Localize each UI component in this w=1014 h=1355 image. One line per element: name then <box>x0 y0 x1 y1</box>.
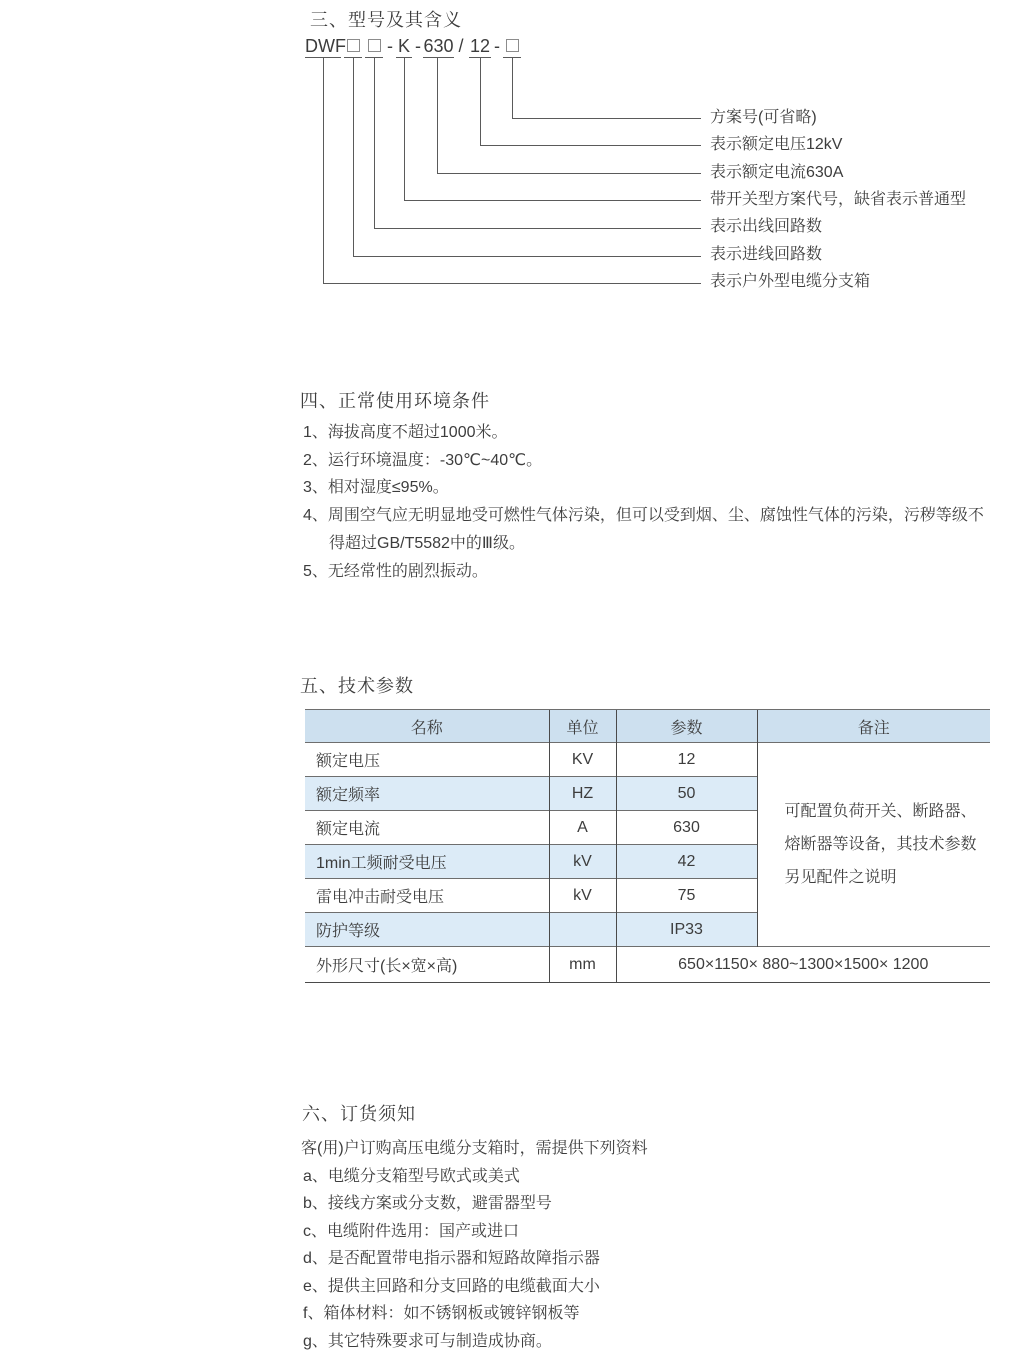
tech-params-table <box>305 709 990 983</box>
model-box-inlet <box>344 36 362 58</box>
table-header-row <box>305 710 990 743</box>
param-unit-cell: kV <box>549 845 616 879</box>
model-label-outdoor-box: 表示户外型电缆分支箱 <box>710 273 871 290</box>
section5-title: 五、技术参数 <box>300 676 414 696</box>
model-box-outlet <box>365 36 383 58</box>
model-label-voltage: 表示额定电压12kV <box>710 136 843 153</box>
header-value: 参数 <box>616 710 757 743</box>
section4-title: 四、正常使用环境条件 <box>300 391 490 411</box>
box-placeholder-icon <box>368 39 381 52</box>
param-value-cell: 75 <box>616 879 757 913</box>
param-name-cell: 外形尺寸(长×宽×高) <box>305 947 549 983</box>
order-item-d: d、是否配置带电指示器和短路故障指示器 <box>303 1250 600 1267</box>
model-prefix: DWF <box>305 36 346 56</box>
env-item-5: 5、无经常性的剧烈振动。 <box>303 563 488 580</box>
model-label-scheme: 方案号(可省略) <box>710 109 817 126</box>
header-remark: 备注 <box>757 710 990 743</box>
order-item-e: e、提供主回路和分支回路的电缆截面大小 <box>303 1278 600 1295</box>
param-name-cell: 额定电流 <box>305 811 549 845</box>
order-item-f: f、箱体材料：如不锈钢板或镀锌钢板等 <box>303 1305 580 1322</box>
param-name-cell: 额定电压 <box>305 743 549 777</box>
env-item-2: 2、运行环境温度：-30℃~40℃。 <box>303 452 543 469</box>
param-value-cell: 12 <box>616 743 757 777</box>
remark-cell: 可配置负荷开关、断路器、熔断器等设备，其技术参数另见配件之说明 <box>757 743 990 947</box>
model-connector-lines <box>305 57 705 289</box>
section6-title: 六、订货须知 <box>302 1104 416 1124</box>
param-value-cell: 42 <box>616 845 757 879</box>
box-placeholder-icon <box>506 39 519 52</box>
param-value-cell: 650×1150× 880~1300×1500× 1200 <box>616 947 990 983</box>
header-unit: 单位 <box>549 710 616 743</box>
param-unit-cell: A <box>549 811 616 845</box>
order-item-c: c、电缆附件选用：国产或进口 <box>303 1223 520 1240</box>
param-unit-cell: HZ <box>549 777 616 811</box>
model-slash: / <box>458 36 464 56</box>
model-label-current: 表示额定电流630A <box>710 164 844 181</box>
param-unit-cell <box>549 913 616 947</box>
order-item-a: a、电缆分支箱型号欧式或美式 <box>303 1168 520 1185</box>
model-voltage: 12 <box>469 36 491 56</box>
order-item-g: g、其它特殊要求可与制造成协商。 <box>303 1333 552 1350</box>
model-label-incoming: 表示进线回路数 <box>710 246 823 263</box>
model-label-outgoing: 表示出线回路数 <box>710 218 823 235</box>
param-value-cell: 50 <box>616 777 757 811</box>
order-intro: 客(用)户订购高压电缆分支箱时，需提供下列资料 <box>301 1140 648 1157</box>
param-name-cell: 1min工频耐受电压 <box>305 845 549 879</box>
env-item-1: 1、海拔高度不超过1000米。 <box>303 424 508 441</box>
env-item-4: 4、周围空气应无明显地受可燃性气体污染，但可以受到烟、尘、腐蚀性气体的污染，污秽等级不得超过GB/T5582中的Ⅲ级。 <box>303 507 984 552</box>
param-name-cell: 防护等级 <box>305 913 549 947</box>
model-current: 630 <box>423 36 454 56</box>
table-row <box>305 743 990 777</box>
param-name-cell: 雷电冲击耐受电压 <box>305 879 549 913</box>
model-switch-code: K <box>397 36 410 56</box>
param-unit-cell: mm <box>549 947 616 983</box>
order-item-b: b、接线方案或分支数，避雷器型号 <box>303 1195 552 1212</box>
model-label-switch-type: 带开关型方案代号，缺省表示普通型 <box>710 191 967 208</box>
model-dash: - <box>415 36 421 56</box>
section3-title: 三、型号及其含义 <box>310 10 462 30</box>
param-name-cell: 额定频率 <box>305 777 549 811</box>
box-placeholder-icon <box>347 39 360 52</box>
model-dash: - <box>387 36 393 56</box>
param-unit-cell: KV <box>549 743 616 777</box>
param-value-cell: IP33 <box>616 913 757 947</box>
model-box-scheme <box>503 36 521 58</box>
header-name: 名称 <box>305 710 549 743</box>
param-value-cell: 630 <box>616 811 757 845</box>
model-dash: - <box>494 36 500 56</box>
table-row-dimensions <box>305 947 990 983</box>
param-unit-cell: kV <box>549 879 616 913</box>
env-item-3: 3、相对湿度≤95%。 <box>303 479 449 496</box>
